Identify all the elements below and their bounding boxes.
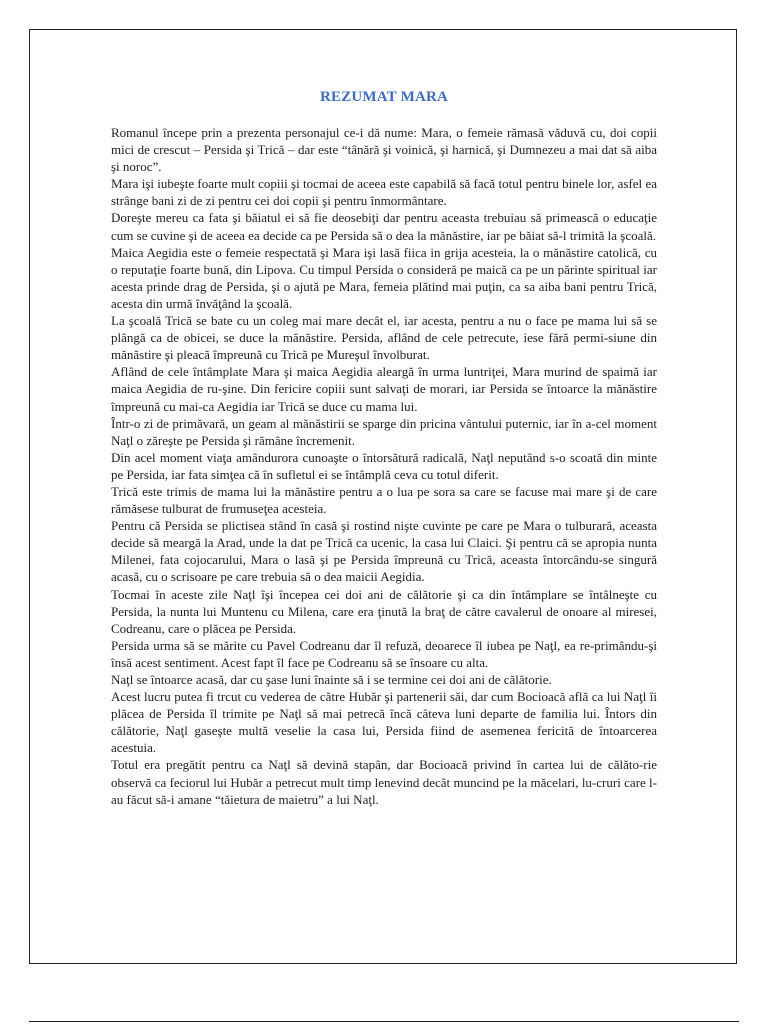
paragraph: La şcoală Trică se bate cu un coleg mai mare decât el, iar acesta, pentru a nu o face pe mama lui să se plângă ca de obicei, se duce la mănăstire. Persida, aflând de cele petrecute, iese fără permi-siune din mănăstire şi pleacă împreună cu Trică pe Mureşul învolburat. — [111, 313, 657, 363]
paragraph: Mara işi iubeşte foarte mult copiii şi tocmai de aceea este capabilă să facă totul pentru binele lor, asfel ea strânge bani zi de zi pentru cei doi copii şi pentru înmormântare. — [111, 176, 657, 209]
paragraph: Într-o zi de primăvară, un geam al mănăstirii se sparge din pricina vântului puternic, iar în a-cel moment Naţl o zăreşte pe Persida şi rămâne încremenit. — [111, 415, 657, 448]
paragraph: Din acel moment viaţa amândurora cunoaşte o întorsătură radicală, Naţl neputând s-o scoată din minte pe Persida, iar fata simţea că în sufletul ei se întâmplă ceva cu totul diferit. — [111, 449, 657, 482]
paragraph: Tocmai în aceste zile Naţl îşi începea cei doi ani de călătorie şi ca din întâmplare se întâlneşte cu Persida, la nunta lui Muntenu cu Milena, care era ţinută la braţ de către cavalerul de onoare al miresei, Codreanu, care o plăcea pe Persida. — [111, 586, 657, 636]
paragraph: Persida urma să se mărite cu Pavel Codreanu dar îl refuză, deoarece îl iubea pe Naţl, ea re-primându-şi însă acest sentiment. Acest fapt îl face pe Codreanu să se însoare cu alta. — [111, 637, 657, 670]
next-page-edge — [29, 1021, 739, 1022]
paragraph: Romanul începe prin a prezenta personajul ce-i dă nume: Mara, o femeie rămasă văduvă cu, doi copii mici de crescut – Persida şi Trică – dar este “tânără şi voinică, şi harnică, şi Dumnezeu a mai dat să aiba şi noroc”. — [111, 125, 657, 175]
paragraph: Totul era pregătit pentru ca Naţl să devină stapân, dar Bocioacă privind în cartea lui de călăto-rie observă ca feciorul lui Hubăr a petrecut mult timp lenevind decât muncind pe la măcelari, lu-cruri care l-au făcut să-i amane “tăietura de maietru” a lui Naţl. — [111, 757, 657, 807]
document-title: REZUMAT MARA — [319, 89, 449, 105]
paragraph: Doreşte mereu ca fata şi băiatul ei să fie deosebiţi dar pentru aceasta trebuiau să primească o educaţie cum se cuvine şi de aceea ea decide ca pe Persida să o dea la mănăstire, iar pe băiat să-l trimită la şcoală. — [111, 210, 657, 243]
paragraph: Acest lucru putea fi trcut cu vederea de către Hubăr şi partenerii săi, dar cum Bocioacă află ca lui Naţl îi plăcea de Persida îl trimite pe Naţl să mai petrecă încă câteva luni departe de familia lui. Întors din călătorie, Naţl gaseşte multă veselie la casa lui, Persida fiind de asemenea fericită de întoarcerea acestuia. — [111, 689, 657, 756]
paragraph: Trică este trimis de mama lui la mănăstire pentru a o lua pe sora sa care se facuse mai mare şi de care rămăsese tulburat de frumuseţea acesteia. — [111, 483, 657, 517]
document-body — [111, 124, 657, 808]
paragraph: Aflând de cele întâmplate Mara şi maica Aegidia aleargă în urma luntriţei, Mara murind de spaimă iar maica Aegidia de ru-şine. Din fericire copiii sunt salvaţi de morari, iar Persida se întoarce la mănăstire împreună cu mai-ca Aegidia iar Trică se duce cu mama lui. — [111, 364, 657, 414]
paragraph: Maica Aegidia este o femeie respectată şi Mara işi lasă fiica in grija acesteia, la o mănăstire catolică, cu o reputaţie foarte bună, din Lipova. Cu timpul Persida o consideră pe maică ca pe un părinte spiritual iar acesta prinde drag de Persida, şi o ajută pe Mara, femeia plătind mai puţin, ca sa aiba bani pentru Trică, acesta din urmă învăţând la şcoală. — [111, 244, 657, 311]
paragraph: Pentru că Persida se plictisea stând în casă şi rostind nişte cuvinte pe care pe Mara o tulburară, aceasta decide să meargă la Arad, unde la dat pe Trică ca ucenic, la casa lui Claici. Şi pentru că se apropia nunta Milenei, fata cojocarului, Mara o lasă şi pe Persida împreună cu Trică, aceasta întorcându-se singură acasă, cu o scrisoare pe care trebuia să o dea maicii Aegidia. — [111, 518, 657, 585]
paragraph: Naţl se întoarce acasă, dar cu şase luni înainte să i se termine cei doi ani de călătorie. — [111, 672, 552, 687]
